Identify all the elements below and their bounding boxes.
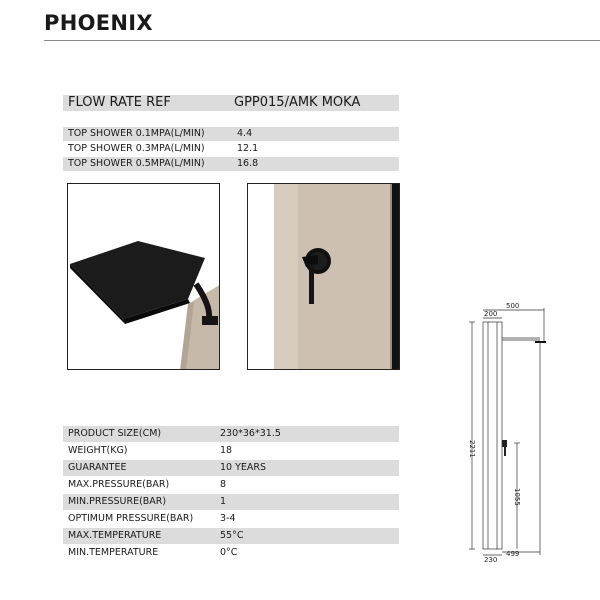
spec-value: 0°C [220,547,238,558]
spec-value: 1 [220,496,227,507]
brand-title: PHOENIX [44,11,153,35]
spec-label: MAX.TEMPERATURE [68,530,162,541]
dim-top-inner: 200 [484,310,498,318]
flow-rate-value: 16.8 [237,158,259,169]
spec-label: PRODUCT SIZE(CM) [68,428,162,439]
head-symbol [535,341,546,343]
flow-rate-header-label: FLOW RATE REF [68,95,171,110]
spec-value: 10 YEARS [220,462,267,473]
spec-row [63,494,399,510]
flow-rate-row [63,127,399,141]
spec-value: 8 [220,479,227,490]
spec-row [63,477,399,493]
dim-bottom-width: 230 [484,556,498,563]
spec-row [63,511,399,527]
spec-label: GUARANTEE [68,462,127,473]
mixer-symbol [502,440,507,447]
spec-label: MIN.PRESSURE(BAR) [68,496,167,507]
spec-row [63,426,399,442]
spec-value: 55°C [220,530,244,541]
flow-rate-value: 12.1 [237,143,259,154]
mixer-panel-illustration [248,184,400,370]
spec-row [63,460,399,476]
spec-row [63,528,399,544]
dim-mixer-height: 1055 [513,488,521,506]
flow-rate-label: TOP SHOWER 0.3MPA(L/MIN) [68,143,205,154]
shower-head-photo [67,183,220,370]
spec-value: 230*36*31.5 [220,428,281,439]
flow-rate-label: TOP SHOWER 0.5MPA(L/MIN) [68,158,205,169]
technical-drawing [440,298,560,563]
spec-label: MAX.PRESSURE(BAR) [68,479,170,490]
dim-bottom-depth: 499 [506,550,520,558]
spec-row [63,443,399,459]
flow-rate-row [63,157,399,171]
flow-rate-label: TOP SHOWER 0.1MPA(L/MIN) [68,128,205,139]
title-divider [44,40,600,41]
spec-label: OPTIMUM PRESSURE(BAR) [68,513,194,524]
spec-label: WEIGHT(KG) [68,445,128,456]
spec-value: 18 [220,445,233,456]
dim-height: 2211 [468,440,476,458]
spec-row [63,545,399,561]
spec-value: 3-4 [220,513,236,524]
spec-label: MIN.TEMPERATURE [68,547,159,558]
flow-rate-header [63,95,399,111]
dim-top-width: 500 [506,302,520,310]
mixer-panel-photo [247,183,400,370]
flow-rate-value: 4.4 [237,128,253,139]
shower-head-illustration [68,184,220,370]
flow-rate-row [63,142,399,156]
flow-rate-header-model: GPP015/AMK MOKA [234,95,361,110]
